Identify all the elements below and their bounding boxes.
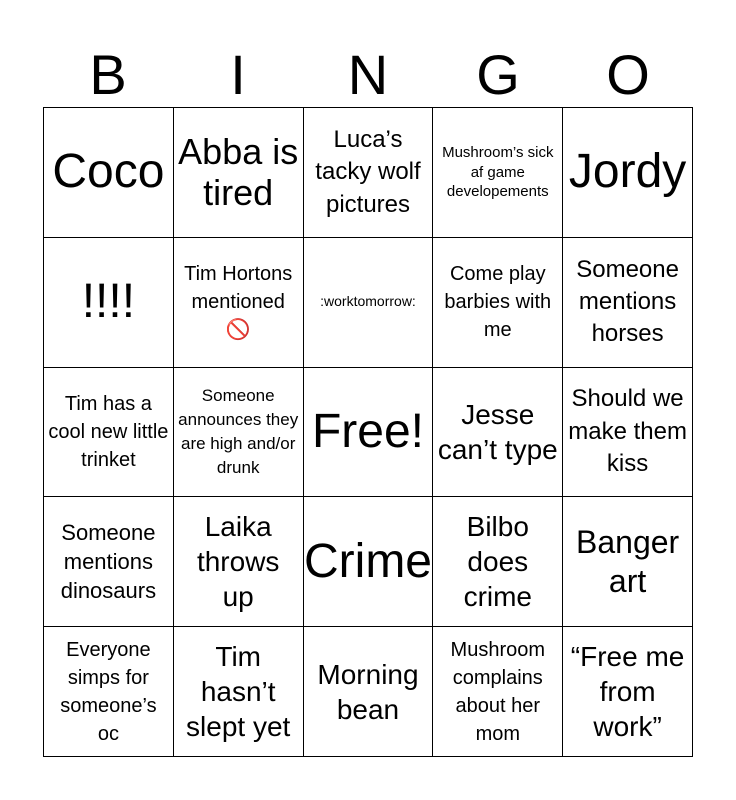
bingo-cell[interactable] — [433, 368, 563, 498]
bingo-cell[interactable] — [44, 627, 174, 757]
cell-text: Come play barbies with me — [444, 263, 552, 342]
free-space-label: Free! — [311, 405, 424, 459]
bingo-cell[interactable] — [563, 238, 693, 368]
cell-text: Someone mentions dinosaurs — [60, 520, 157, 604]
header-letter-n: N — [347, 43, 389, 106]
bingo-cell[interactable] — [304, 238, 434, 368]
cell-text: Abba is tired — [178, 131, 299, 214]
cell-text: Bilbo does crime — [463, 511, 533, 613]
bingo-cell[interactable] — [44, 497, 174, 627]
cell-text: Jesse can’t type — [437, 398, 558, 465]
cell-text: Banger art — [576, 524, 680, 599]
header-letter-g: G — [476, 43, 520, 106]
bingo-cell[interactable] — [563, 497, 693, 627]
cell-text: Mushroom’s sick af game developements — [442, 144, 554, 201]
bingo-cell[interactable] — [563, 627, 693, 757]
bingo-cell[interactable] — [174, 238, 304, 368]
bingo-cell[interactable] — [433, 627, 563, 757]
cell-text: Morning bean — [317, 658, 419, 725]
bingo-cell[interactable] — [174, 368, 304, 498]
bingo-header — [43, 44, 693, 106]
bingo-cell[interactable] — [433, 238, 563, 368]
cell-text: Someone announces they are high and/or drunk — [178, 386, 299, 477]
bingo-cell[interactable] — [174, 497, 304, 627]
cell-text: Someone mentions horses — [576, 255, 679, 348]
cell-text: Tim Hortons mentioned 🚫 — [184, 263, 293, 342]
cell-text: Luca’s tacky wolf pictures — [315, 125, 421, 218]
bingo-board — [43, 107, 693, 757]
cell-text: !!!! — [81, 275, 136, 328]
cell-text: Tim has a cool new little trinket — [48, 392, 169, 471]
header-letter-o: O — [606, 43, 650, 106]
cell-text: Coco — [52, 145, 165, 199]
bingo-cell[interactable] — [44, 368, 174, 498]
bingo-cell[interactable] — [44, 108, 174, 238]
cell-text: Should we make them kiss — [568, 385, 687, 478]
bingo-cell[interactable] — [433, 108, 563, 238]
bingo-cell[interactable] — [304, 108, 434, 238]
bingo-cell[interactable] — [433, 497, 563, 627]
header-letter-b: B — [89, 43, 127, 106]
free-space[interactable] — [304, 368, 434, 498]
bingo-cell[interactable] — [174, 108, 304, 238]
bingo-cell[interactable] — [563, 368, 693, 498]
bingo-cell[interactable] — [174, 627, 304, 757]
cell-text: Tim hasn’t slept yet — [186, 641, 291, 743]
cell-text: Jordy — [568, 145, 687, 199]
bingo-cell[interactable] — [563, 108, 693, 238]
cell-text: “Free me from work” — [570, 641, 685, 743]
cell-text: Mushroom complains about her mom — [450, 638, 546, 745]
bingo-cell[interactable] — [304, 627, 434, 757]
bingo-cell[interactable] — [44, 238, 174, 368]
header-letter-i: I — [230, 43, 246, 106]
cell-text: Laika throws up — [196, 511, 280, 613]
cell-text: Everyone simps for someone’s oc — [60, 638, 157, 745]
cell-text: :worktomorrow: — [320, 293, 416, 310]
bingo-cell[interactable] — [304, 497, 434, 627]
cell-text: Crime — [304, 534, 432, 588]
